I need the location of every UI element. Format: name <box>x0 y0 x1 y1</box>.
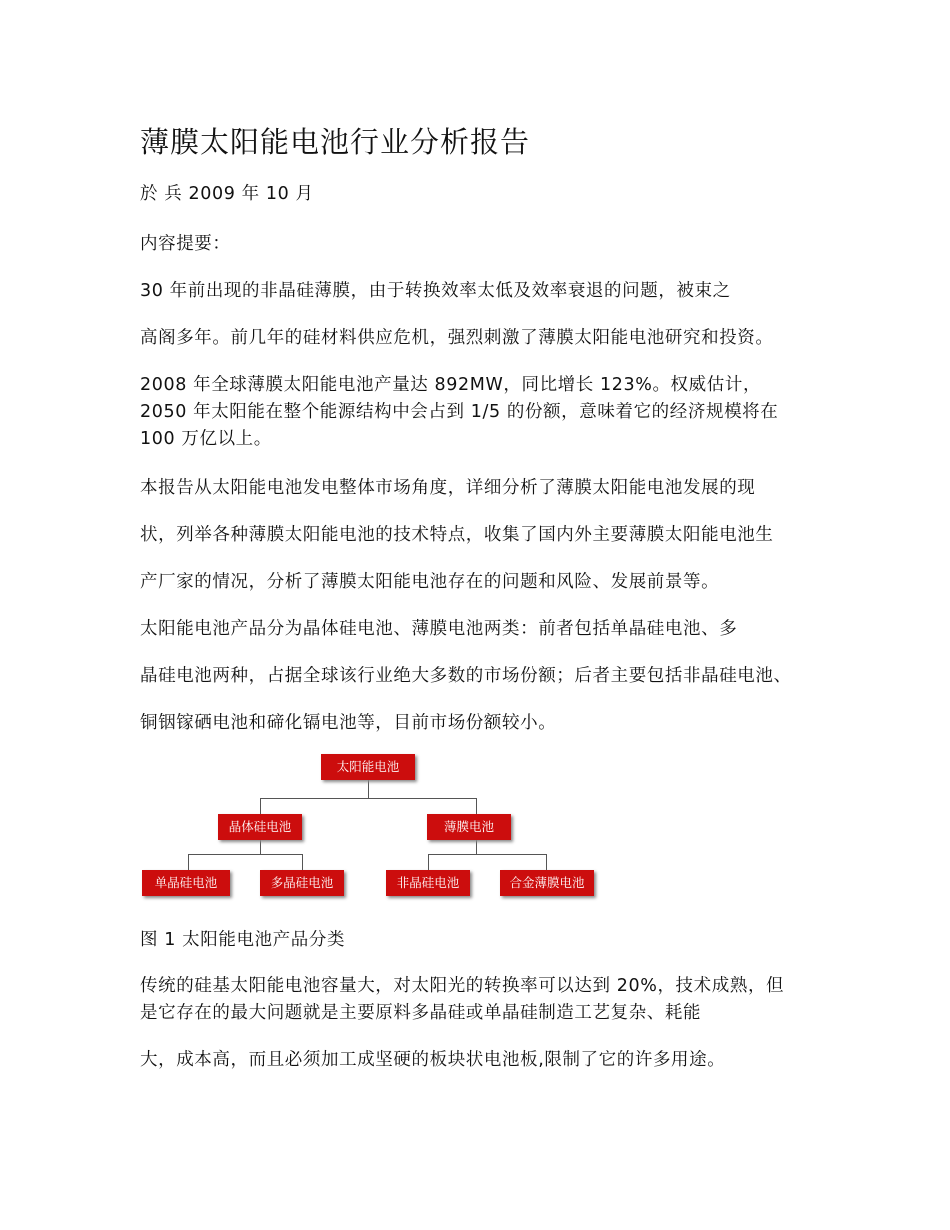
connector-line <box>476 840 477 854</box>
paragraph-line: 晶硅电池两种，占据全球该行业绝大多数的市场份额；后者主要包括非晶硅电池、 <box>140 666 792 686</box>
connector-line <box>260 798 476 799</box>
node-monocrystalline-cell: 单晶硅电池 <box>142 870 230 896</box>
paragraph-line: 传统的硅基太阳能电池容量大，对太阳光的转换率可以达到 20%，技术成熟，但 <box>140 976 785 996</box>
connector-line <box>260 840 261 854</box>
paragraph-line: 太阳能电池产品分为晶体硅电池、薄膜电池两类：前者包括单晶硅电池、多 <box>140 619 738 639</box>
connector-line <box>188 854 189 870</box>
node-polycrystalline-cell: 多晶硅电池 <box>260 870 344 896</box>
paragraph-line: 高阁多年。前几年的硅材料供应危机，强烈刺激了薄膜太阳能电池研究和投资。 <box>140 328 774 348</box>
connector-line <box>188 854 302 855</box>
paragraph-line: 本报告从太阳能电池发电整体市场角度，详细分析了薄膜太阳能电池发展的现 <box>140 478 756 498</box>
paragraph-line: 100 万亿以上。 <box>140 429 272 449</box>
connector-line <box>476 798 477 814</box>
connector-line <box>428 854 546 855</box>
connector-line <box>260 798 261 814</box>
connector-line <box>302 854 303 870</box>
paragraph-line: 产厂家的情况，分析了薄膜太阳能电池存在的问题和风险、发展前景等。 <box>140 572 720 592</box>
node-thin-film-cell: 薄膜电池 <box>427 814 511 840</box>
figure-caption: 图 1 太阳能电池产品分类 <box>140 930 346 950</box>
node-amorphous-silicon-cell: 非晶硅电池 <box>386 870 470 896</box>
product-classification-diagram <box>140 754 600 904</box>
paragraph-line: 状，列举各种薄膜太阳能电池的技术特点，收集了国内外主要薄膜太阳能电池生 <box>140 525 774 545</box>
connector-line <box>428 854 429 870</box>
paragraph-line: 大，成本高，而且必须加工成坚硬的板块状电池板,限制了它的许多用途。 <box>140 1050 726 1070</box>
paragraph-line: 30 年前出现的非晶硅薄膜，由于转换效率太低及效率衰退的问题，被束之 <box>140 281 731 301</box>
node-alloy-thin-film-cell: 合金薄膜电池 <box>500 870 594 896</box>
byline: 於 兵 2009 年 10 月 <box>140 184 314 204</box>
connector-line <box>546 854 547 870</box>
paragraph-line: 2008 年全球薄膜太阳能电池产量达 892MW，同比增长 123%。权威估计， <box>140 375 762 395</box>
summary-heading: 内容提要： <box>140 234 231 254</box>
paragraph-line: 2050 年太阳能在整个能源结构中会占到 1/5 的份额，意味着它的经济规模将在 <box>140 402 779 422</box>
paragraph-line: 是它存在的最大问题就是主要原料多晶硅或单晶硅制造工艺复杂、耗能 <box>140 1003 702 1023</box>
node-solar-cell: 太阳能电池 <box>321 754 415 780</box>
connector-line <box>368 780 369 798</box>
page-title: 薄膜太阳能电池行业分析报告 <box>140 125 531 159</box>
paragraph-line: 铜铟镓硒电池和碲化镉电池等，目前市场份额较小。 <box>140 713 557 733</box>
node-crystalline-silicon-cell: 晶体硅电池 <box>218 814 302 840</box>
